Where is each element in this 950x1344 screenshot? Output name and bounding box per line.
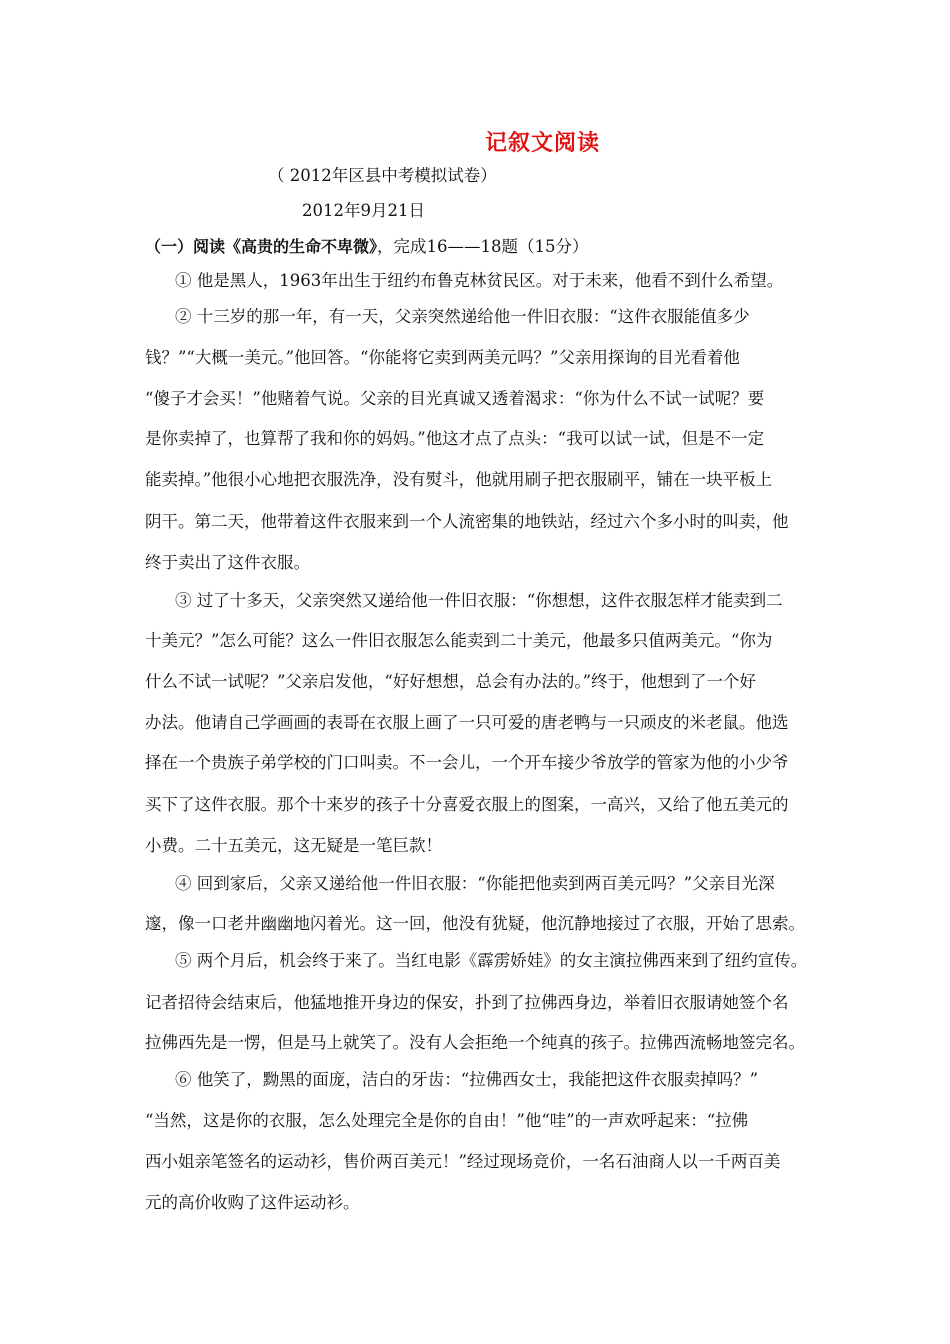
paragraph-line: 元的高价收购了这件运动衫。 [145,1193,360,1212]
source-note: （ 2012年区县中考模拟试卷） [268,166,497,185]
paragraph-line: 买下了这件衣服。那个十来岁的孩子十分喜爱衣服上的图案，一高兴，又给了他五美元的 [145,795,789,814]
paragraph-line: 拉佛西先是一愣，但是马上就笑了。没有人会拒绝一个纯真的孩子。拉佛西流畅地签完名。 [145,1033,805,1052]
date-line: 2012年9月21日 [302,201,425,220]
paragraph-line: “当然，这是你的衣服，怎么处理完全是你的自由！”他“哇”的一声欢呼起来：“拉佛 [145,1111,749,1130]
paragraph-line: ③ 过了十多天，父亲突然又递给他一件旧衣服：“你想想，这件衣服怎样才能卖到二 [175,591,783,610]
paragraph-line: 是你卖掉了，也算帮了我和你的妈妈。”他这才点了点头：“我可以试一试，但是不一定 [145,429,765,448]
paragraph-line: 钱？”“大概一美元。”他回答。“你能将它卖到两美元吗？”父亲用探询的目光看着他 [145,348,740,367]
paragraph-line: ② 十三岁的那一年，有一天，父亲突然递给他一件旧衣服：“这件衣服能值多少 [175,307,750,326]
paragraph-line: ④ 回到家后，父亲又递给他一件旧衣服：“你能把他卖到两百美元吗？”父亲目光深 [175,874,775,893]
paragraph-line: 办法。他请自己学画画的表哥在衣服上画了一只可爱的唐老鸭与一只顽皮的米老鼠。他选 [145,713,789,732]
paragraph-line: ① 他是黑人，1963年出生于纽约布鲁克林贫民区。对于未来，他看不到什么希望。 [175,271,784,290]
paragraph-line: 择在一个贵族子弟学校的门口叫卖。不一会儿，一个开车接少爷放学的管家为他的小少爷 [145,753,789,772]
section-heading [145,236,589,258]
paragraph-line: 阴干。第二天，他带着这件衣服来到一个人流密集的地铁站，经过六个多小时的叫卖，他 [145,512,789,531]
paragraph-line: 小费。二十五美元，这无疑是一笔巨款！ [145,836,442,855]
paragraph-line: ⑥ 他笑了，黝黑的面庞，洁白的牙齿：“拉佛西女士，我能把这件衣服卖掉吗？” [175,1070,759,1089]
paragraph-line: ⑤ 两个月后，机会终于来了。当红电影《霹雳娇娃》的女主演拉佛西来到了纽约宣传。 [175,951,808,970]
section-heading-title: （一）阅读《高贵的生命不卑微》 [145,237,378,256]
paragraph-line: 西小姐亲笔签名的运动衫，售价两百美元！”经过现场竞价，一名石油商人以一千两百美 [145,1152,781,1171]
page-title: 记叙文阅读 [485,131,601,156]
paragraph-line: 邃，像一口老井幽幽地闪着光。这一回，他没有犹疑，他沉静地接过了衣服，开始了思索。 [145,914,805,933]
paragraph-line: 能卖掉。”他很小心地把衣服洗净，没有熨斗，他就用刷子把衣服刷平，铺在一块平板上 [145,470,773,489]
paragraph-line: 什么不试一试呢？”父亲启发他，“好好想想，总会有办法的。”终于，他想到了一个好 [145,672,757,691]
paragraph-line: 十美元？”怎么可能？这么一件旧衣服怎么能卖到二十美元，他最多只值两美元。“你为 [145,631,773,650]
paragraph-line: 记者招待会结束后，他猛地推开身边的保安，扑到了拉佛西身边，举着旧衣服请她签个名 [145,993,789,1012]
section-heading-instruction: ，完成16——18题（15分） [377,237,589,256]
paragraph-line: 终于卖出了这件衣服。 [145,553,310,572]
paragraph-line: “傻子才会买！”他赌着气说。父亲的目光真诚又透着渴求：“你为什么不试一试呢？要 [145,389,765,408]
